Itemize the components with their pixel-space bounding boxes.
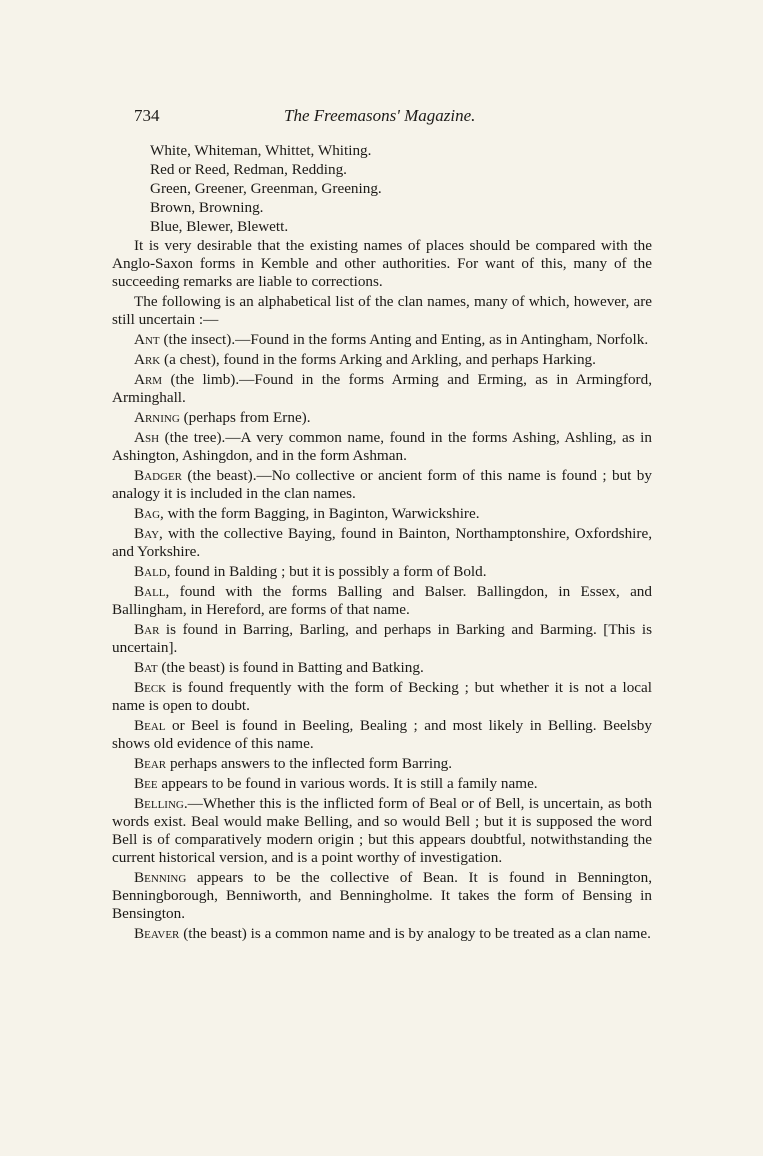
page-number: 734 [134,106,160,125]
clan-name-term: Bar [134,621,160,638]
paragraph-text: appears to be found in various words. It is still a family name. [157,775,538,792]
clan-name-term: Bear [134,755,167,772]
clan-name-entry [112,659,652,677]
paragraph-text: It is very desirable that the existing names of places should be compared with the Anglo-Saxon forms in Kemble and other authorities. For want of this, many of the succeeding remarks are liable to corrections. [112,237,652,290]
clan-name-entry [112,525,652,561]
clan-name-entry [112,795,652,867]
clan-name-entry [112,775,652,793]
name-list-line: Red or Reed, Redman, Redding. [150,161,347,178]
clan-name-entry [112,371,652,407]
clan-name-entry [112,621,652,657]
paragraph-text: or Beel is found in Beeling, Bealing ; and most likely in Belling. Beelsby shows old evidence of this name. [112,717,652,752]
clan-name-term: Bat [134,659,158,676]
clan-name-term: Ark [134,351,161,368]
clan-name-entry [112,429,652,465]
clan-name-term: Ball [134,583,166,600]
clan-name-entry [112,869,652,923]
paragraph-text: , with the form Bagging, in Baginton, Warwickshire. [160,505,480,522]
clan-name-term: Beal [134,717,166,734]
paragraph-text: (a chest), found in the forms Arking and Arkling, and perhaps Harking. [160,351,596,368]
clan-name-entry [112,583,652,619]
clan-name-entry [112,409,652,427]
clan-name-entry [112,563,652,581]
paragraph-text: is found in Barring, Barling, and perhaps in Barking and Barming. [This is uncertain]. [112,621,652,656]
clan-name-term: Arm [134,371,163,388]
page-header [134,106,654,132]
paragraph-text: , with the collective Baying, found in Bainton, Northamptonshire, Oxfordshire, and Yorkshire. [112,525,652,560]
paragraph-text: perhaps answers to the inflected form Barring. [166,755,453,772]
article-body [112,142,652,945]
clan-name-term: Ant [134,331,160,348]
clan-name-term: Beck [134,679,167,696]
paragraph-text: (the beast) is found in Batting and Batking. [157,659,424,676]
clan-name-term: Bald [134,563,167,580]
body-paragraph [112,293,652,329]
clan-name-entry [112,505,652,523]
clan-name-entry [112,331,652,349]
paragraph-text: , found in Balding ; but it is possibly a form of Bold. [166,563,487,580]
clan-name-entry [112,925,652,943]
clan-name-term: Belling [134,795,184,812]
paragraph-text: (the insect).—Found in the forms Anting and Enting, as in Antingham, Norfolk. [159,331,649,348]
paragraph-text: , found with the forms Balling and Balser. Ballingdon, in Essex, and Ballingham, in Hereford, are forms of that name. [112,583,652,618]
clan-name-entry [112,755,652,773]
name-list-line: Brown, Browning. [150,199,264,216]
name-list-line: White, Whiteman, Whittet, Whiting. [150,142,372,159]
clan-name-term: Bee [134,775,158,792]
clan-name-term: Badger [134,467,183,484]
clan-name-term: Arning [134,409,180,426]
clan-name-entry [112,679,652,715]
clan-name-entry [112,467,652,503]
name-list-line: Green, Greener, Greenman, Greening. [150,180,382,197]
clan-name-entry [112,717,652,753]
paragraph-text: .—Whether this is the inflicted form of Beal or of Bell, is uncertain, as both words exist. Beal would make Belling, and so would Bell ; but it is supposed the word Bell is of comparatively modern origin ; but this appears doubtful, notwithstanding the current historical version, and is a point worthy of investigation. [112,795,652,866]
paragraph-text: (the beast) is a common name and is by analogy to be treated as a clan name. [179,925,651,942]
paragraph-text: (perhaps from Erne). [179,409,311,426]
paragraph-text: (the limb).—Found in the forms Arming and Erming, as in Armingford, Arminghall. [112,371,652,406]
clan-name-entry [112,351,652,369]
body-paragraph [112,237,652,291]
running-title: The Freemasons' Magazine. [284,106,476,125]
clan-name-term: Bay [134,525,160,542]
clan-name-term: Benning [134,869,187,886]
paragraph-text: is found frequently with the form of Becking ; but whether it is not a local name is open to doubt. [112,679,652,714]
paragraph-text: (the beast).—No collective or ancient form of this name is found ; but by analogy it is included in the clan names. [112,467,652,502]
paragraph-text: (the tree).—A very common name, found in the forms Ashing, Ashling, as in Ashington, Ashingdon, and in the form Ashman. [112,429,652,464]
clan-name-term: Ash [134,429,160,446]
name-list-line: Blue, Blewer, Blewett. [150,218,289,235]
paragraph-text: The following is an alphabetical list of the clan names, many of which, however, are still uncertain :— [112,293,652,328]
paragraph-text: appears to be the collective of Bean. It is found in Bennington, Benningborough, Benniworth, and Benningholme. It takes the form of Bensing in Bensington. [112,869,652,922]
clan-name-term: Beaver [134,925,180,942]
clan-name-term: Bag [134,505,161,522]
